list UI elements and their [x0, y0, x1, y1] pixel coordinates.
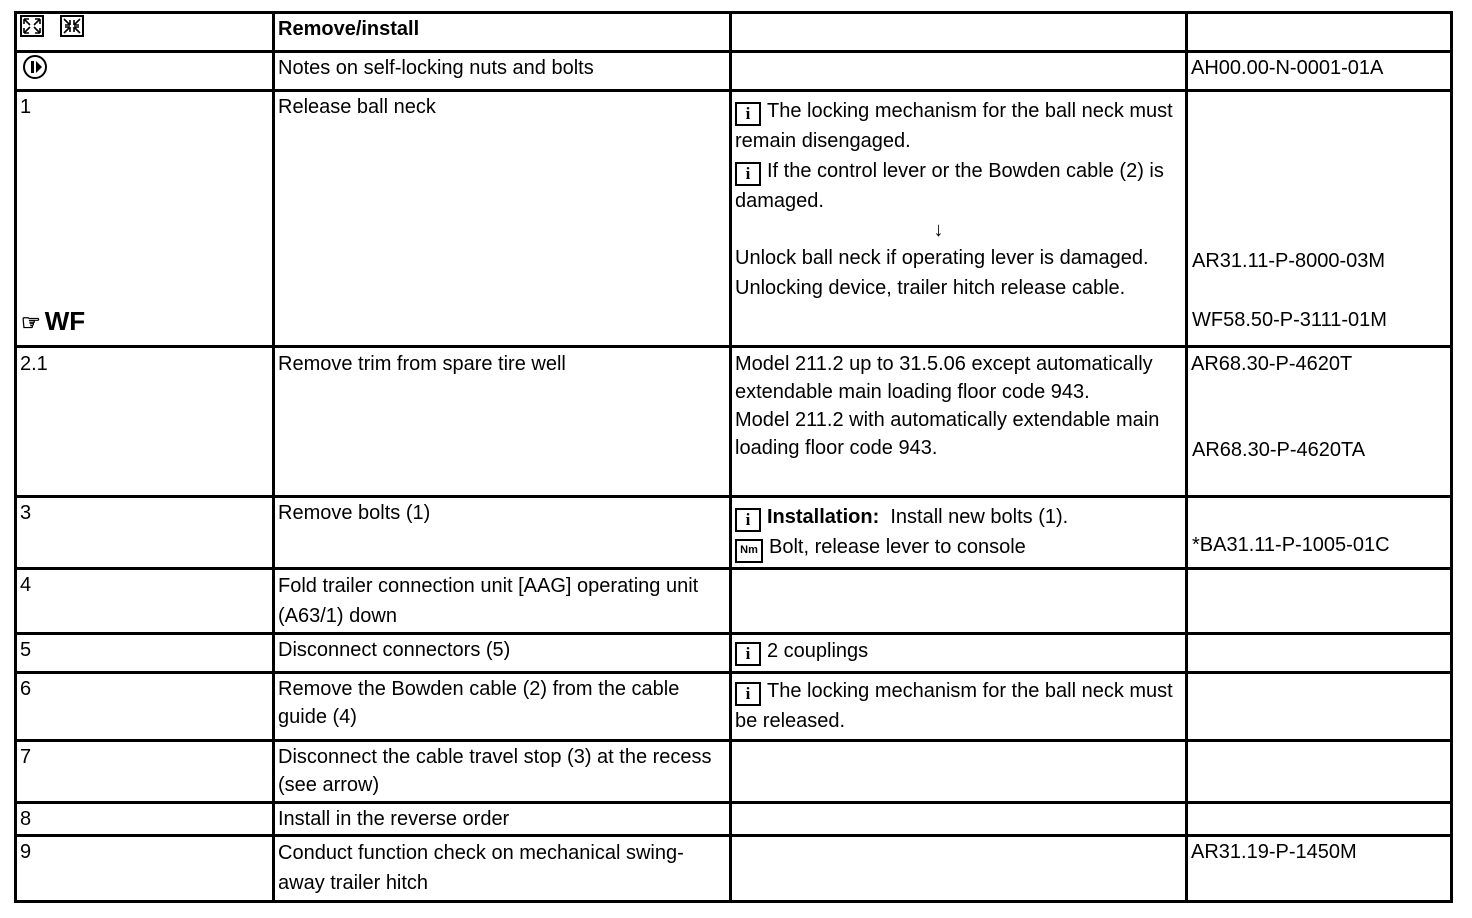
collapse-icon[interactable]: [60, 15, 84, 45]
doc-ref-link[interactable]: AR68.30-P-4620T: [1191, 353, 1353, 375]
header-empty-cell: [1187, 13, 1452, 52]
info-note: [735, 156, 1182, 216]
info-text: 2 couplings: [767, 640, 869, 662]
step-action: Conduct function check on mechanical swing-away trailer hitch: [274, 836, 731, 902]
step-row: [16, 347, 1452, 497]
step-notes-cell: [731, 569, 1187, 634]
condition-text: Model 211.2 up to 31.5.06 except automatically extendable main loading floor code 943.: [735, 353, 1153, 403]
step-number: 4: [16, 569, 274, 634]
doc-ref-link[interactable]: AR31.11-P-8000-03M: [1192, 250, 1386, 272]
info-icon: i: [735, 162, 761, 186]
step-refs-cell: [1187, 803, 1452, 836]
notes-empty-cell: [731, 52, 1187, 91]
info-icon: i: [735, 682, 761, 706]
step-notes-cell: [731, 836, 1187, 902]
step-refs-cell: [1187, 569, 1452, 634]
info-note: [735, 96, 1182, 156]
torque-text: Bolt, release lever to console: [769, 536, 1026, 558]
wf-marker: [21, 307, 85, 337]
step-number: 6: [16, 673, 274, 741]
step-action: Disconnect connectors (5): [274, 634, 731, 673]
step-row: [16, 91, 1452, 347]
step-row: [16, 803, 1452, 836]
doc-ref-link[interactable]: AR68.30-P-4620TA: [1192, 439, 1366, 461]
step-number: 3: [16, 497, 274, 569]
condition-text: Unlock ball neck if operating lever is damaged.: [735, 247, 1149, 269]
info-icon: i: [735, 508, 761, 532]
installation-text: Install new bolts (1).: [890, 506, 1069, 528]
step-notes-cell: [731, 673, 1187, 741]
step-row: [16, 569, 1452, 634]
step-refs-cell: [1187, 741, 1452, 803]
step-notes-cell: [731, 634, 1187, 673]
step-number: 8: [16, 803, 274, 836]
installation-note: [735, 501, 1182, 533]
step-number: 9: [16, 836, 274, 902]
step-row: [16, 634, 1452, 673]
down-arrow-icon: ↓: [933, 219, 944, 241]
step-refs-cell: [1187, 91, 1452, 347]
step-action: Release ball neck: [274, 91, 731, 347]
doc-ref-link[interactable]: AR31.19-P-1450M: [1187, 836, 1452, 902]
header-row: [16, 13, 1452, 52]
installation-label: Installation:: [767, 506, 880, 528]
info-text: If the control lever or the Bowden cable (2) is damaged.: [735, 160, 1164, 212]
step-refs-cell: [1187, 347, 1452, 497]
step-notes-cell: [731, 91, 1187, 347]
step-notes-cell: [731, 741, 1187, 803]
step-action: Remove the Bowden cable (2) from the cable guide (4): [274, 673, 731, 741]
step-refs-cell: [1187, 673, 1452, 741]
header-icons-cell: [16, 13, 274, 52]
step-refs-cell: [1187, 497, 1452, 569]
step-action: Remove bolts (1): [274, 497, 731, 569]
step-number: 7: [16, 741, 274, 803]
header-title: Remove/install: [274, 13, 731, 52]
info-text: The locking mechanism for the ball neck must be released.: [735, 680, 1173, 732]
pointing-hand-icon: ☞: [21, 310, 41, 335]
condition-text: Unlocking device, trailer hitch release cable.: [735, 277, 1126, 299]
step-action: Disconnect the cable travel stop (3) at the recess (see arrow): [274, 741, 731, 803]
step-row: [16, 673, 1452, 741]
procedure-table: [14, 11, 1453, 903]
step-notes-cell: [731, 347, 1187, 497]
step-row: [16, 836, 1452, 902]
step-row: [16, 741, 1452, 803]
step-action: Install in the reverse order: [274, 803, 731, 836]
step-refs-cell: [1187, 634, 1452, 673]
torque-icon: Nm: [735, 539, 763, 563]
info-icon: i: [735, 102, 761, 126]
info-icon: i: [735, 642, 761, 666]
torque-note: [735, 533, 1182, 563]
info-text: The locking mechanism for the ball neck must remain disengaged.: [735, 100, 1173, 152]
expand-icon[interactable]: [20, 15, 44, 45]
notes-icon-cell: [16, 52, 274, 91]
step-notes-cell: [731, 497, 1187, 569]
notes-ref[interactable]: AH00.00-N-0001-01A: [1187, 52, 1452, 91]
wf-label: WF: [44, 306, 86, 336]
notes-row: [16, 52, 1452, 91]
step-number: 1: [20, 96, 32, 118]
doc-ref-link[interactable]: *BA31.11-P-1005-01C: [1192, 534, 1390, 556]
doc-ref-link[interactable]: WF58.50-P-3111-01M: [1192, 309, 1387, 331]
step-number-cell: [16, 91, 274, 347]
notes-icon: [20, 63, 50, 85]
step-notes-cell: [731, 803, 1187, 836]
step-number: 5: [16, 634, 274, 673]
step-row: [16, 497, 1452, 569]
step-number: 2.1: [16, 347, 274, 497]
step-action: Fold trailer connection unit [AAG] operating unit (A63/1) down: [274, 569, 731, 634]
notes-text: Notes on self-locking nuts and bolts: [274, 52, 731, 91]
header-empty-cell: [731, 13, 1187, 52]
condition-text: Model 211.2 with automatically extendable main loading floor code 943.: [735, 409, 1160, 459]
step-action: Remove trim from spare tire well: [274, 347, 731, 497]
